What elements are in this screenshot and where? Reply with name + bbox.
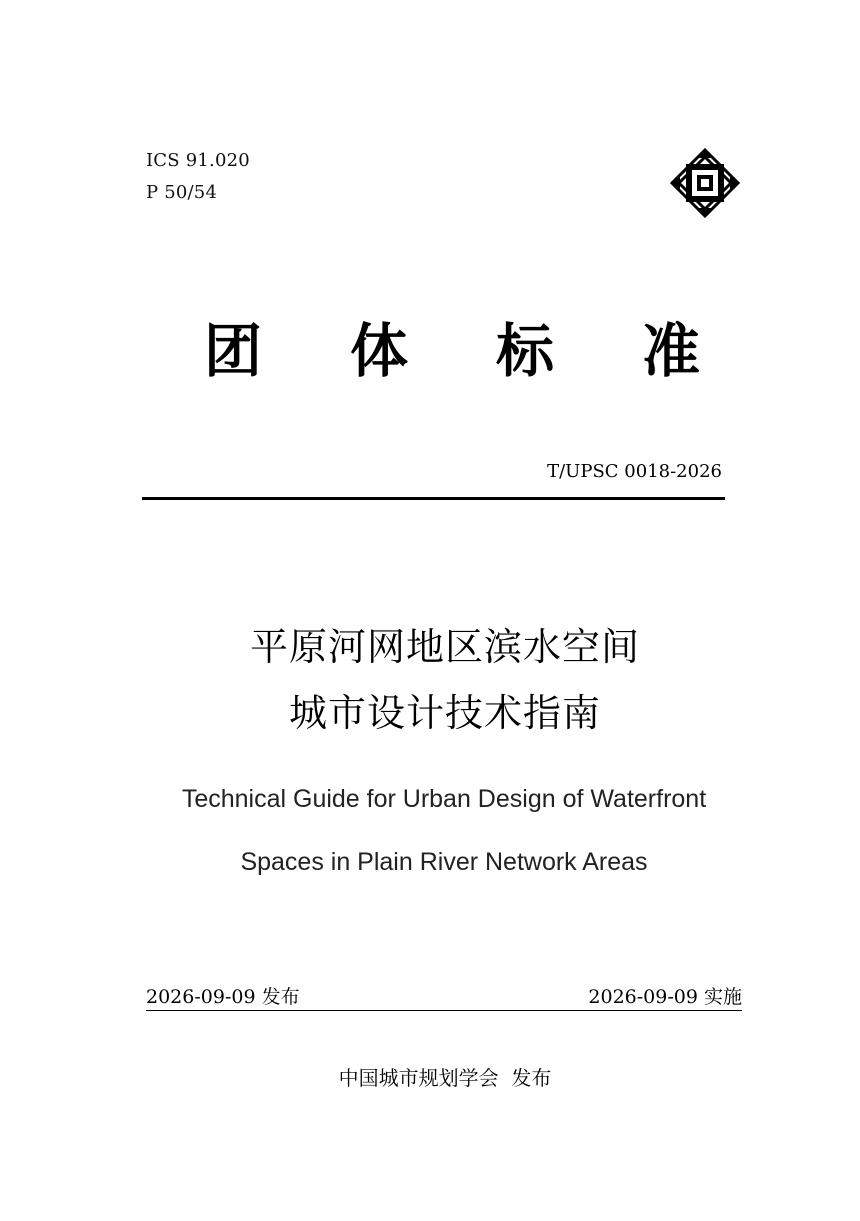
publisher: 中国城市规划学会 发布: [338, 1066, 552, 1090]
ics-code: ICS 91.020: [146, 150, 250, 171]
title-char: 标: [495, 317, 554, 385]
english-title-line-1: Technical Guide for Urban Design of Waterfront: [181, 785, 707, 813]
chinese-title-line-1: 平原河网地区滨水空间: [249, 625, 640, 669]
title-char: 准: [641, 317, 700, 385]
chinese-title-line-2: 城市设计技术指南: [288, 691, 601, 735]
date-line: [146, 988, 742, 1011]
standards-association-emblem-icon: [670, 148, 740, 218]
group-standard-title: [204, 317, 700, 385]
implementation-date: 2026-09-09 实施: [588, 986, 742, 1008]
title-char: 团: [204, 317, 263, 385]
ccs-code: P 50/54: [146, 182, 218, 203]
standard-number: T/UPSC 0018-2026: [547, 461, 722, 482]
header-divider: [142, 497, 725, 500]
issue-date: 2026-09-09 发布: [146, 986, 300, 1008]
title-char: 体: [349, 317, 408, 385]
english-title-line-2: Spaces in Plain River Network Areas: [240, 848, 648, 876]
